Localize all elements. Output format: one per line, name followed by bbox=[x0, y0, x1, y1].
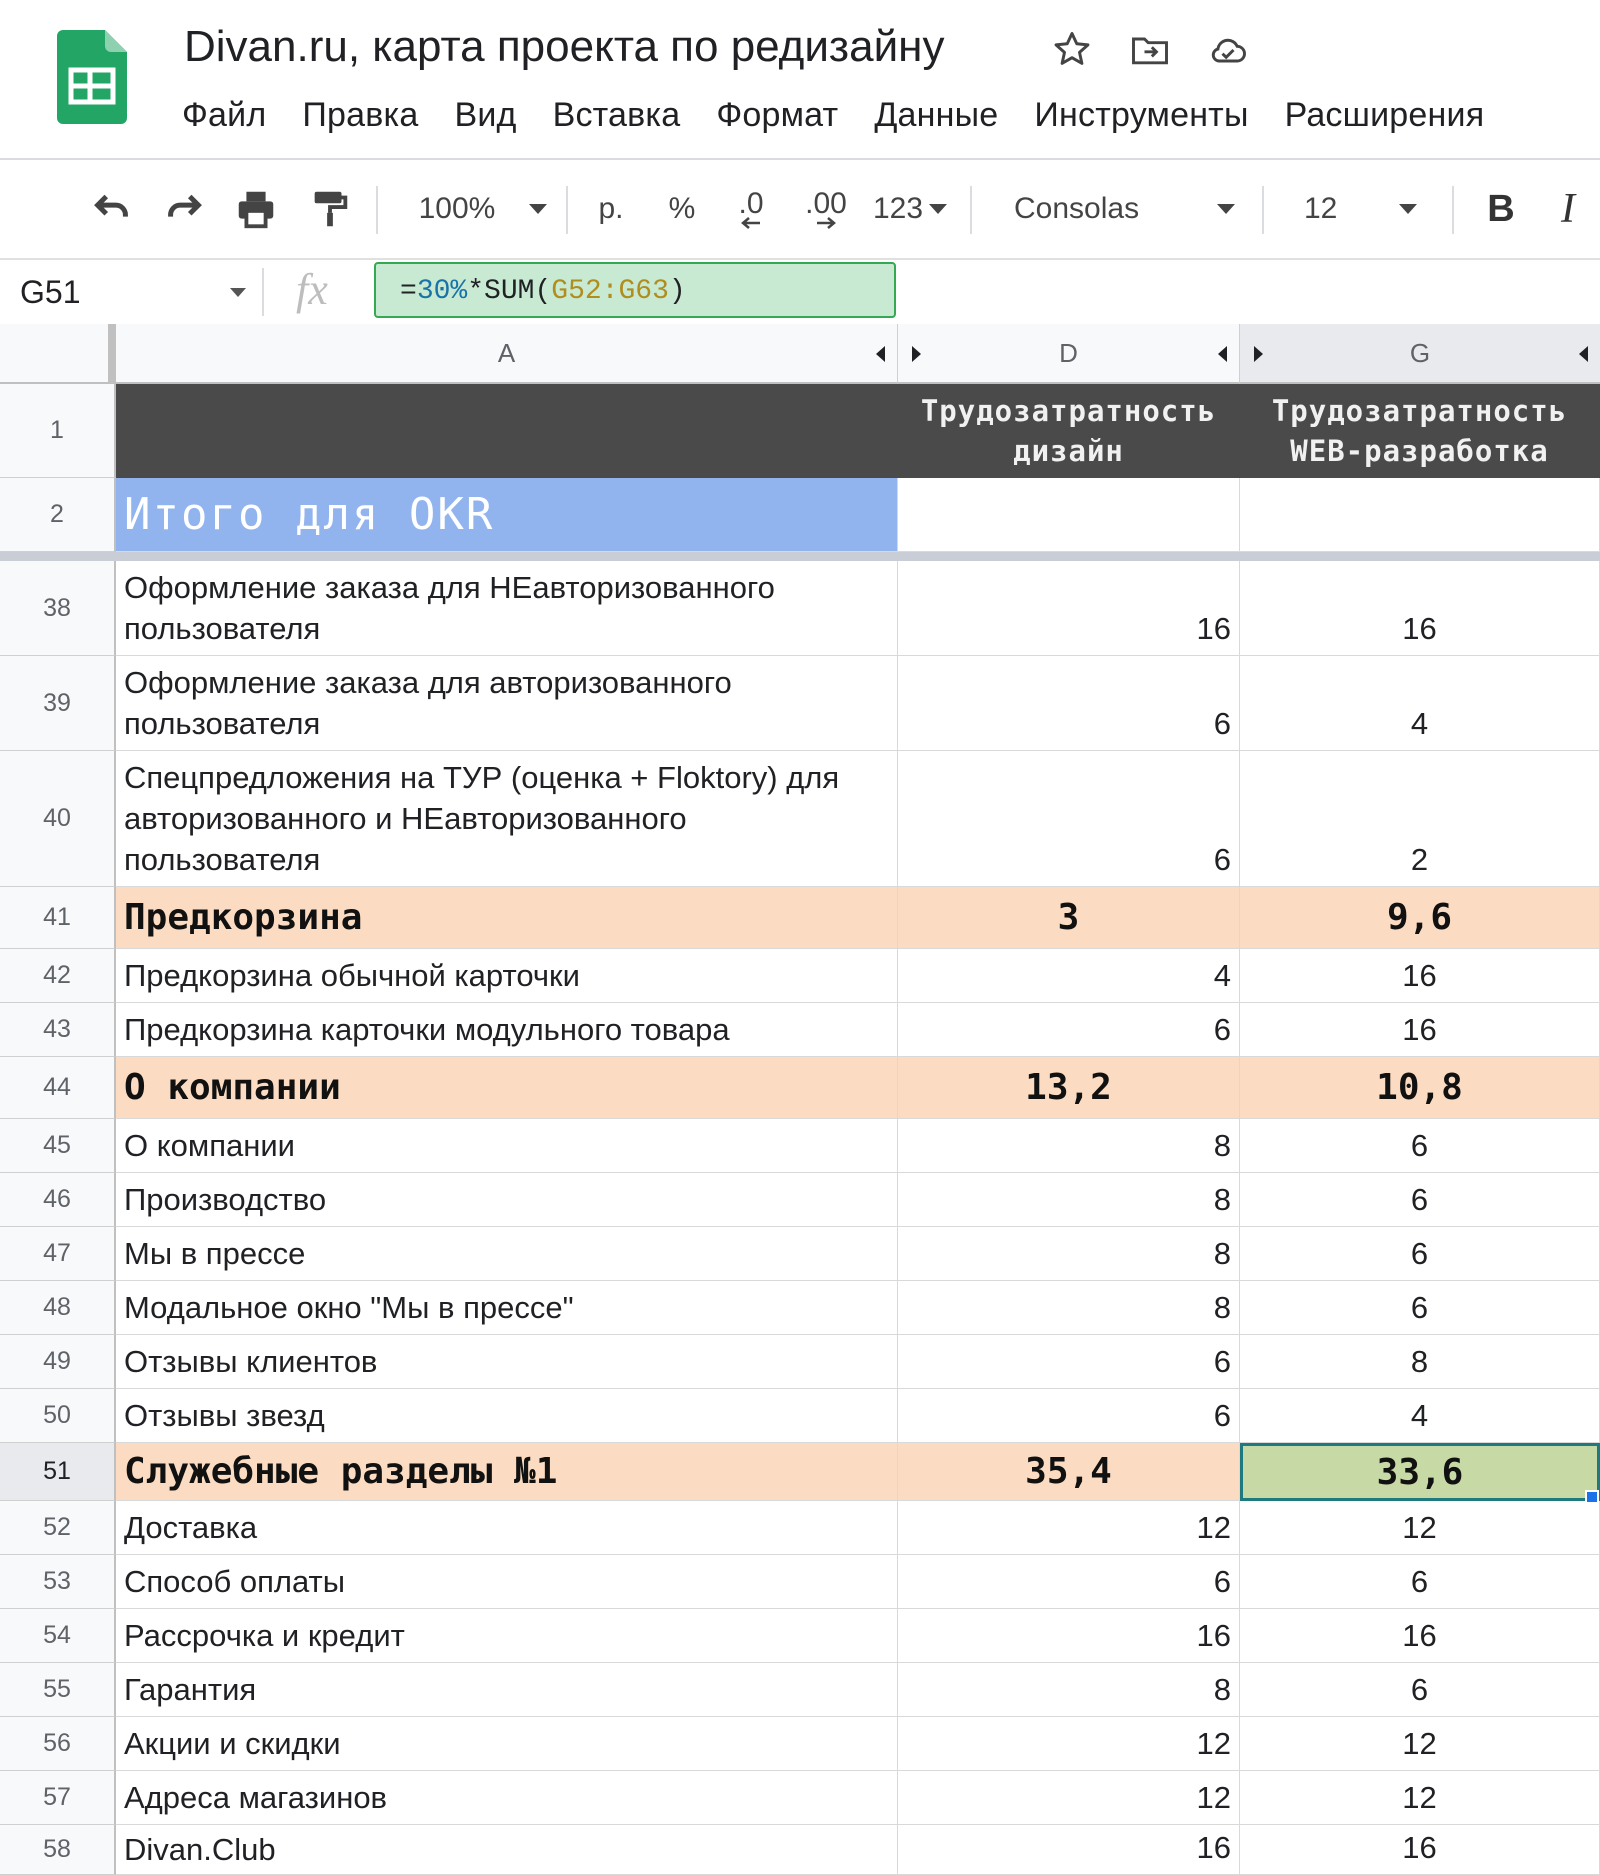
row-number[interactable]: 53 bbox=[0, 1555, 116, 1609]
task-cell[interactable]: О компании bbox=[116, 1119, 898, 1173]
table-row bbox=[0, 1609, 1600, 1663]
section-title-cell[interactable]: Служебные разделы №1 bbox=[116, 1443, 898, 1501]
font-size-select[interactable] bbox=[1290, 160, 1454, 258]
task-cell[interactable]: Предкорзина обычной карточки bbox=[116, 949, 898, 1003]
menu-file[interactable]: Файл bbox=[182, 96, 267, 134]
design-effort-cell[interactable]: 16 bbox=[898, 1609, 1240, 1663]
toolbar-separator bbox=[566, 186, 568, 234]
row-number[interactable]: 39 bbox=[0, 656, 116, 751]
web-total-cell[interactable]: 9,6 bbox=[1240, 887, 1600, 949]
task-cell[interactable]: Отзывы клиентов bbox=[116, 1335, 898, 1389]
column-label-a: A bbox=[497, 338, 516, 368]
formula-close: ) bbox=[668, 276, 686, 307]
select-all-corner[interactable] bbox=[0, 324, 116, 384]
more-formats-button[interactable] bbox=[868, 160, 952, 258]
formula-eq: = bbox=[400, 276, 417, 307]
italic-icon: I bbox=[1561, 186, 1575, 232]
formula-input[interactable] bbox=[374, 262, 896, 318]
chevron-down-icon bbox=[929, 204, 947, 214]
sheets-logo-icon[interactable] bbox=[57, 30, 127, 124]
formula-bar bbox=[0, 260, 1600, 324]
row-number[interactable]: 47 bbox=[0, 1227, 116, 1281]
task-cell[interactable]: Оформление заказа для авторизованного пользователя bbox=[116, 656, 898, 751]
web-effort-cell[interactable]: 8 bbox=[1240, 1335, 1600, 1389]
table-row bbox=[0, 1119, 1600, 1173]
table-row bbox=[0, 1227, 1600, 1281]
row-number[interactable]: 50 bbox=[0, 1389, 116, 1443]
menu-format[interactable]: Формат bbox=[716, 96, 839, 134]
okr-cell-d[interactable] bbox=[898, 478, 1240, 552]
task-cell[interactable]: Рассрочка и кредит bbox=[116, 1609, 898, 1663]
font-family-value: Consolas bbox=[1014, 192, 1140, 225]
chevron-down-icon[interactable] bbox=[230, 288, 246, 297]
menu-view[interactable]: Вид bbox=[454, 96, 517, 134]
menu-edit[interactable]: Правка bbox=[302, 96, 419, 134]
column-label-g: G bbox=[1409, 338, 1431, 368]
paint-roller-icon bbox=[307, 186, 353, 232]
header-row bbox=[0, 384, 1600, 478]
okr-row bbox=[0, 478, 1600, 552]
task-cell[interactable]: Оформление заказа для НЕавторизованного пользователя bbox=[116, 561, 898, 656]
table-row bbox=[0, 949, 1600, 1003]
toolbar bbox=[0, 160, 1600, 258]
chevron-down-icon bbox=[1399, 204, 1417, 214]
currency-format-button[interactable] bbox=[586, 160, 636, 258]
task-cell[interactable]: Divan.Club bbox=[116, 1825, 898, 1875]
design-effort-cell[interactable]: 12 bbox=[898, 1717, 1240, 1771]
formula-operator: * bbox=[467, 276, 485, 307]
row-number[interactable]: 54 bbox=[0, 1609, 116, 1663]
more-formats-label: 123 bbox=[872, 192, 924, 225]
name-box[interactable]: G51 bbox=[20, 274, 81, 310]
print-icon bbox=[233, 186, 279, 232]
column-header-a[interactable] bbox=[116, 324, 898, 384]
web-effort-cell[interactable]: 6 bbox=[1240, 1663, 1600, 1717]
row-number[interactable]: 51 bbox=[0, 1443, 116, 1501]
row-number[interactable]: 58 bbox=[0, 1825, 116, 1875]
decrease-decimal-button[interactable] bbox=[726, 160, 776, 258]
fx-icon: fx bbox=[296, 265, 328, 314]
design-effort-cell[interactable]: 6 bbox=[898, 751, 1240, 887]
web-effort-cell[interactable]: 2 bbox=[1240, 751, 1600, 887]
increase-decimal-label: .00 bbox=[805, 187, 847, 220]
design-effort-cell[interactable]: 16 bbox=[898, 561, 1240, 656]
section-row bbox=[0, 887, 1600, 949]
web-effort-cell[interactable]: 12 bbox=[1240, 1501, 1600, 1555]
design-effort-cell[interactable]: 6 bbox=[898, 1389, 1240, 1443]
task-cell[interactable]: Акции и скидки bbox=[116, 1717, 898, 1771]
percent-label: % bbox=[668, 192, 696, 225]
table-row bbox=[0, 1335, 1600, 1389]
formula-number: 30% bbox=[416, 276, 468, 307]
okr-title-cell[interactable]: Итого для OKR bbox=[116, 478, 898, 552]
design-effort-cell[interactable]: 16 bbox=[898, 1825, 1240, 1875]
column-header-d[interactable] bbox=[898, 324, 1240, 384]
web-effort-cell[interactable]: 6 bbox=[1240, 1555, 1600, 1609]
row-number[interactable]: 40 bbox=[0, 751, 116, 887]
row-number[interactable]: 46 bbox=[0, 1173, 116, 1227]
table-row bbox=[0, 656, 1600, 751]
task-cell[interactable]: Производство bbox=[116, 1173, 898, 1227]
paint-format-button[interactable] bbox=[304, 160, 356, 258]
zoom-value: 100% bbox=[418, 192, 496, 225]
task-cell[interactable]: Адреса магазинов bbox=[116, 1771, 898, 1825]
section-title-cell[interactable]: Предкорзина bbox=[116, 887, 898, 949]
selected-cell-g51[interactable] bbox=[1240, 1443, 1600, 1501]
row-number[interactable]: 44 bbox=[0, 1057, 116, 1119]
design-effort-cell[interactable]: 8 bbox=[898, 1227, 1240, 1281]
web-total-cell[interactable]: 10,8 bbox=[1240, 1057, 1600, 1119]
menu-tools[interactable]: Инструменты bbox=[1034, 96, 1249, 134]
web-effort-cell[interactable]: 16 bbox=[1240, 1003, 1600, 1057]
web-effort-cell[interactable]: 6 bbox=[1240, 1281, 1600, 1335]
font-size-value: 12 bbox=[1304, 192, 1338, 225]
row-number[interactable]: 42 bbox=[0, 949, 116, 1003]
header-cell-web[interactable]: Трудозатратность WEB-разработка bbox=[1240, 384, 1600, 478]
design-total-cell[interactable]: 35,4 bbox=[898, 1443, 1240, 1501]
task-cell[interactable]: Предкорзина карточки модульного товара bbox=[116, 1003, 898, 1057]
selected-cell-value: 33,6 bbox=[1376, 1451, 1464, 1493]
row-number[interactable]: 45 bbox=[0, 1119, 116, 1173]
design-effort-cell[interactable]: 6 bbox=[898, 1003, 1240, 1057]
decrease-decimal-label: .0 bbox=[738, 187, 764, 220]
web-effort-cell[interactable]: 16 bbox=[1240, 561, 1600, 656]
table-row bbox=[0, 1771, 1600, 1825]
section-row bbox=[0, 1057, 1600, 1119]
column-label-d: D bbox=[1059, 338, 1078, 368]
table-row bbox=[0, 1663, 1600, 1717]
bold-icon: B bbox=[1487, 187, 1515, 230]
web-effort-cell[interactable]: 4 bbox=[1240, 656, 1600, 751]
table-row bbox=[0, 1555, 1600, 1609]
okr-cell-g[interactable] bbox=[1240, 478, 1600, 552]
toolbar-separator bbox=[1262, 186, 1264, 234]
toolbar-separator bbox=[1452, 186, 1454, 234]
design-effort-cell[interactable]: 6 bbox=[898, 1335, 1240, 1389]
design-effort-cell[interactable]: 8 bbox=[898, 1281, 1240, 1335]
bold-button[interactable] bbox=[1476, 160, 1526, 258]
document-title[interactable]: Divan.ru, карта проекта по редизайну bbox=[184, 22, 945, 71]
design-effort-cell[interactable]: 6 bbox=[898, 1555, 1240, 1609]
table-row bbox=[0, 751, 1600, 887]
column-header-g[interactable] bbox=[1240, 324, 1600, 384]
task-cell[interactable]: Доставка bbox=[116, 1501, 898, 1555]
task-cell[interactable]: Модальное окно "Мы в прессе" bbox=[116, 1281, 898, 1335]
row-number[interactable]: 38 bbox=[0, 561, 116, 656]
row-number[interactable]: 55 bbox=[0, 1663, 116, 1717]
chevron-down-icon bbox=[529, 204, 547, 214]
row-number[interactable]: 41 bbox=[0, 887, 116, 949]
table-row bbox=[0, 1717, 1600, 1771]
percent-format-button[interactable] bbox=[660, 160, 704, 258]
redo-icon bbox=[161, 186, 207, 232]
design-effort-cell[interactable]: 12 bbox=[898, 1501, 1240, 1555]
toolbar-separator bbox=[970, 186, 972, 234]
header-cell-design[interactable]: Трудозатратность дизайн bbox=[898, 384, 1240, 478]
design-total-cell[interactable]: 13,2 bbox=[898, 1057, 1240, 1119]
title-actions bbox=[1050, 28, 1250, 72]
table-row bbox=[0, 1501, 1600, 1555]
table-row bbox=[0, 1281, 1600, 1335]
row-number[interactable]: 52 bbox=[0, 1501, 116, 1555]
row-number[interactable]: 43 bbox=[0, 1003, 116, 1057]
design-total-cell[interactable]: 3 bbox=[898, 887, 1240, 949]
toolbar-separator bbox=[376, 186, 378, 234]
task-cell[interactable]: Спецпредложения на ТУР (оценка + Floktory) для авторизованного и НЕавторизованного пользователя bbox=[116, 751, 898, 887]
formula-bar-separator bbox=[262, 268, 264, 316]
menu-extensions[interactable]: Расширения bbox=[1284, 96, 1485, 134]
web-effort-cell[interactable]: 16 bbox=[1240, 1609, 1600, 1663]
font-family-select[interactable] bbox=[1000, 160, 1264, 258]
undo-button[interactable] bbox=[86, 160, 138, 258]
freeze-divider[interactable] bbox=[0, 552, 1600, 561]
italic-button[interactable] bbox=[1546, 160, 1590, 258]
table-row bbox=[0, 1389, 1600, 1443]
increase-decimal-button[interactable] bbox=[796, 160, 856, 258]
row-number[interactable]: 56 bbox=[0, 1717, 116, 1771]
design-effort-cell[interactable]: 12 bbox=[898, 1771, 1240, 1825]
zoom-select[interactable] bbox=[408, 160, 558, 258]
undo-icon bbox=[89, 186, 135, 232]
web-effort-cell[interactable]: 16 bbox=[1240, 1825, 1600, 1875]
design-effort-cell[interactable]: 8 bbox=[898, 1119, 1240, 1173]
chevron-down-icon bbox=[1217, 204, 1235, 214]
row-number[interactable]: 57 bbox=[0, 1771, 116, 1825]
print-button[interactable] bbox=[230, 160, 282, 258]
formula-range: G52:G63 bbox=[551, 276, 669, 307]
task-cell[interactable]: Отзывы звезд bbox=[116, 1389, 898, 1443]
design-effort-cell[interactable]: 6 bbox=[898, 656, 1240, 751]
row-number[interactable]: 2 bbox=[0, 478, 116, 552]
redo-button[interactable] bbox=[158, 160, 210, 258]
move-folder-icon[interactable] bbox=[1128, 28, 1172, 72]
section-row bbox=[0, 1443, 1600, 1501]
task-cell[interactable]: Способ оплаты bbox=[116, 1555, 898, 1609]
row-number[interactable]: 48 bbox=[0, 1281, 116, 1335]
table-row bbox=[0, 561, 1600, 656]
formula-function: SUM( bbox=[484, 276, 552, 307]
web-effort-cell[interactable]: 6 bbox=[1240, 1173, 1600, 1227]
web-effort-cell[interactable]: 6 bbox=[1240, 1119, 1600, 1173]
design-effort-cell[interactable]: 4 bbox=[898, 949, 1240, 1003]
app-header bbox=[0, 0, 1600, 160]
web-effort-cell[interactable]: 16 bbox=[1240, 949, 1600, 1003]
cloud-status-icon[interactable] bbox=[1206, 28, 1250, 72]
row-number[interactable]: 49 bbox=[0, 1335, 116, 1389]
arrow-left-icon bbox=[740, 217, 762, 229]
web-effort-cell[interactable]: 6 bbox=[1240, 1227, 1600, 1281]
row-number[interactable]: 1 bbox=[0, 384, 116, 478]
header-cell-a[interactable] bbox=[116, 384, 898, 478]
task-cell[interactable]: Гарантия bbox=[116, 1663, 898, 1717]
collapse-left-icon[interactable] bbox=[1579, 346, 1588, 362]
collapse-left-icon[interactable] bbox=[1218, 346, 1227, 362]
currency-label: р. bbox=[598, 192, 624, 225]
menu-insert[interactable]: Вставка bbox=[552, 96, 681, 134]
menu-data[interactable]: Данные bbox=[874, 96, 999, 134]
task-cell[interactable]: Мы в прессе bbox=[116, 1227, 898, 1281]
design-effort-cell[interactable]: 8 bbox=[898, 1663, 1240, 1717]
table-row bbox=[0, 1003, 1600, 1057]
web-effort-cell[interactable]: 12 bbox=[1240, 1717, 1600, 1771]
collapse-left-icon[interactable] bbox=[876, 346, 885, 362]
design-effort-cell[interactable]: 8 bbox=[898, 1173, 1240, 1227]
table-row bbox=[0, 1173, 1600, 1227]
web-effort-cell[interactable]: 12 bbox=[1240, 1771, 1600, 1825]
section-title-cell[interactable]: О компании bbox=[116, 1057, 898, 1119]
star-icon[interactable] bbox=[1050, 28, 1094, 72]
table-row bbox=[0, 1825, 1600, 1875]
menu-bar bbox=[182, 96, 1520, 135]
web-effort-cell[interactable]: 4 bbox=[1240, 1389, 1600, 1443]
arrow-right-icon bbox=[815, 217, 837, 229]
